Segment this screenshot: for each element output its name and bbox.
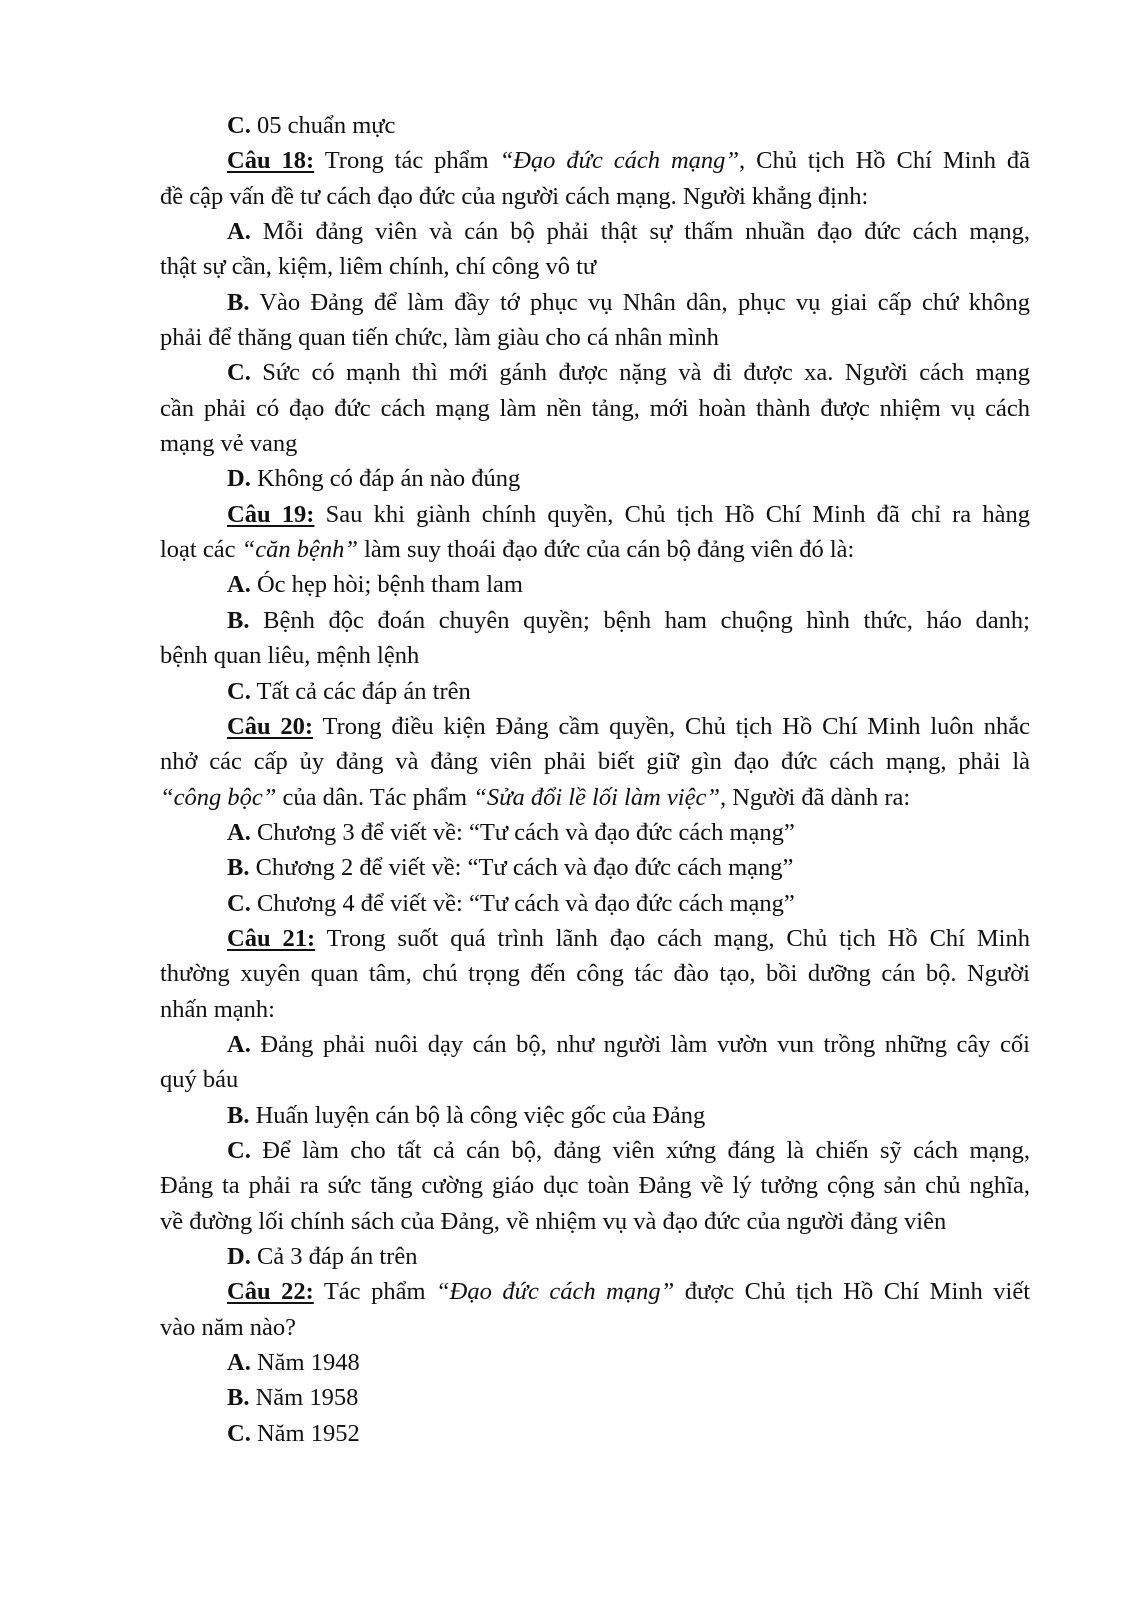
text: về đường lối chính sách của Đảng, về nhiệm vụ và đạo đức của người đảng viên xyxy=(160,1207,947,1235)
text: phải để thăng quan tiến chức, làm giàu cho cá nhân mình xyxy=(160,324,719,352)
text: , Chủ tịch Hồ Chí Minh đã xyxy=(739,147,1031,175)
text: quý báu xyxy=(160,1066,239,1094)
text: Trong suốt quá trình lãnh đạo cách mạng, Chủ tịch Hồ Chí Minh xyxy=(315,924,1030,952)
option-label: B. xyxy=(227,288,250,316)
italic-title: “Đạo đức cách mạng” xyxy=(499,147,740,175)
answer-option xyxy=(160,850,1030,885)
italic-title: “Đạo đức cách mạng” xyxy=(436,1278,675,1306)
answer-option xyxy=(160,1133,1030,1239)
text: vào năm nào? xyxy=(160,1313,297,1341)
text-line xyxy=(160,355,1030,390)
text: Chương 2 để viết về: “Tư cách và đạo đức cách mạng” xyxy=(249,854,794,882)
question xyxy=(160,709,1030,815)
answer-option xyxy=(160,108,1030,143)
text-line xyxy=(160,1168,1030,1203)
option-label: A. xyxy=(227,218,251,246)
text: bệnh quan liêu, mệnh lệnh xyxy=(160,642,420,670)
text: Không có đáp án nào đúng xyxy=(250,465,521,493)
question xyxy=(160,1274,1030,1345)
answer-option xyxy=(160,214,1030,285)
option-label: C. xyxy=(227,889,251,917)
text: đề cập vấn đề tư cách đạo đức của người cách mạng. Người khẳng định: xyxy=(160,182,869,210)
text-line xyxy=(160,320,1030,355)
text: làm suy thoái đạo đức của cán bộ đảng viên đó là: xyxy=(358,536,855,564)
text: nhở các cấp ủy đảng và đảng viên phải biết giữ gìn đạo đức cách mạng, phải là xyxy=(160,748,1030,776)
option-label: C. xyxy=(227,1136,251,1164)
text-line xyxy=(160,1345,1030,1380)
text-line xyxy=(160,214,1030,249)
answer-option xyxy=(160,1098,1030,1133)
text-line xyxy=(160,956,1030,991)
option-label: B. xyxy=(227,1101,250,1129)
text: nhấn mạnh: xyxy=(160,995,275,1023)
text: 05 chuẩn mực xyxy=(250,112,396,139)
text: được Chủ tịch Hồ Chí Minh viết xyxy=(674,1278,1031,1306)
text: , Người đã dành ra: xyxy=(719,783,911,811)
text: thường xuyên quan tâm, chú trọng đến công tác đào tạo, bồi dưỡng cán bộ. Người xyxy=(160,960,1030,988)
option-label: A. xyxy=(227,818,251,846)
answer-option xyxy=(160,1380,1030,1415)
text: Đảng phải nuôi dạy cán bộ, như người làm vườn vun trồng những cây cối xyxy=(250,1030,1030,1058)
text-line xyxy=(160,815,1030,850)
text-line xyxy=(160,886,1030,921)
text-line xyxy=(160,744,1030,779)
text-line xyxy=(160,285,1030,320)
option-label: C. xyxy=(227,112,251,139)
answer-option xyxy=(160,603,1030,674)
text: Chương 4 để viết về: “Tư cách và đạo đức cách mạng” xyxy=(250,889,795,917)
text: loạt các xyxy=(160,536,242,564)
text: Năm 1948 xyxy=(250,1349,360,1377)
option-label: A. xyxy=(227,1030,251,1058)
text-line xyxy=(160,1310,1030,1345)
text-line xyxy=(160,1380,1030,1415)
text: Vào Đảng để làm đầy tớ phục vụ Nhân dân, phục vụ giai cấp chứ không xyxy=(249,288,1030,316)
italic-title: “Sửa đổi lề lối làm việc” xyxy=(473,783,720,811)
question xyxy=(160,921,1030,1027)
text-line xyxy=(160,638,1030,673)
text-line xyxy=(160,1062,1030,1097)
question-number: Câu 19: xyxy=(227,500,315,528)
option-label: B. xyxy=(227,1384,250,1412)
text-line xyxy=(160,532,1030,567)
option-label: A. xyxy=(227,571,251,599)
question-number: Câu 22: xyxy=(227,1278,314,1306)
text-line xyxy=(160,1098,1030,1133)
text: Sức có mạnh thì mới gánh được nặng và đi được xa. Người cách mạng xyxy=(250,359,1030,387)
question xyxy=(160,143,1030,214)
answer-option xyxy=(160,1345,1030,1380)
italic-title: “công bộc” xyxy=(160,783,277,811)
answer-option xyxy=(160,461,1030,496)
text: Trong điều kiện Đảng cầm quyền, Chủ tịch Hồ Chí Minh luôn nhắc xyxy=(313,712,1031,740)
answer-option xyxy=(160,674,1030,709)
text-line xyxy=(160,1416,1030,1451)
question-number: Câu 20: xyxy=(227,712,314,740)
option-label: B. xyxy=(227,606,250,634)
text-line xyxy=(160,461,1030,496)
option-label: C. xyxy=(227,359,251,387)
text: Mỗi đảng viên và cán bộ phải thật sự thấm nhuần đạo đức cách mạng, xyxy=(250,218,1030,246)
text: Để làm cho tất cả cán bộ, đảng viên xứng đáng là chiến sỹ cách mạng, xyxy=(250,1136,1030,1164)
option-label: D. xyxy=(227,465,251,493)
option-label: A. xyxy=(227,1349,251,1377)
text: Chương 3 để viết về: “Tư cách và đạo đức cách mạng” xyxy=(250,818,795,846)
text-line xyxy=(160,1274,1030,1309)
question-number: Câu 18: xyxy=(227,147,315,175)
text: Sau khi giành chính quyền, Chủ tịch Hồ Chí Minh đã chỉ ra hàng xyxy=(314,500,1030,528)
text-line xyxy=(160,179,1030,214)
answer-option xyxy=(160,285,1030,356)
document-body xyxy=(160,108,1030,1451)
text-line xyxy=(160,108,1030,143)
text: Huấn luyện cán bộ là công việc gốc của Đảng xyxy=(249,1101,706,1129)
text-line xyxy=(160,709,1030,744)
text: Tác phẩm xyxy=(313,1278,437,1306)
text-line xyxy=(160,567,1030,602)
text-line xyxy=(160,992,1030,1027)
text: Đảng ta phải ra sức tăng cường giáo dục toàn Đảng về lý tưởng cộng sản chủ nghĩa, xyxy=(160,1172,1030,1200)
answer-option xyxy=(160,886,1030,921)
text-line xyxy=(160,850,1030,885)
text-line xyxy=(160,921,1030,956)
answer-option xyxy=(160,1027,1030,1098)
text-line xyxy=(160,1133,1030,1168)
answer-option xyxy=(160,815,1030,850)
question-number: Câu 21: xyxy=(227,924,316,952)
text-line xyxy=(160,1239,1030,1274)
text: thật sự cần, kiệm, liêm chính, chí công vô tư xyxy=(160,253,597,281)
text: Năm 1952 xyxy=(250,1419,360,1447)
text: Tất cả các đáp án trên xyxy=(250,677,471,705)
italic-title: “căn bệnh” xyxy=(241,536,358,564)
text-line xyxy=(160,497,1030,532)
answer-option xyxy=(160,355,1030,461)
text: Cả 3 đáp án trên xyxy=(250,1243,418,1270)
text-line xyxy=(160,780,1030,815)
text-line xyxy=(160,143,1030,178)
answer-option xyxy=(160,567,1030,602)
answer-option xyxy=(160,1416,1030,1451)
option-label: B. xyxy=(227,854,250,882)
text-line xyxy=(160,674,1030,709)
option-label: C. xyxy=(227,677,251,705)
question xyxy=(160,497,1030,568)
option-label: D. xyxy=(227,1243,251,1270)
text: cần phải có đạo đức cách mạng làm nền tảng, mới hoàn thành được nhiệm vụ cách xyxy=(160,394,1030,422)
text-line xyxy=(160,603,1030,638)
answer-option xyxy=(160,1239,1030,1274)
text: của dân. Tác phẩm xyxy=(276,783,474,811)
text-line xyxy=(160,426,1030,461)
text-line xyxy=(160,1027,1030,1062)
text: Óc hẹp hòi; bệnh tham lam xyxy=(250,571,523,599)
text: Trong tác phẩm xyxy=(314,147,500,175)
option-label: C. xyxy=(227,1419,251,1447)
text-line xyxy=(160,249,1030,284)
text-line xyxy=(160,391,1030,426)
text: mạng vẻ vang xyxy=(160,430,298,458)
text-line xyxy=(160,1204,1030,1239)
text: Bệnh độc đoán chuyên quyền; bệnh ham chuộng hình thức, háo danh; xyxy=(249,606,1030,634)
text: Năm 1958 xyxy=(249,1384,359,1412)
